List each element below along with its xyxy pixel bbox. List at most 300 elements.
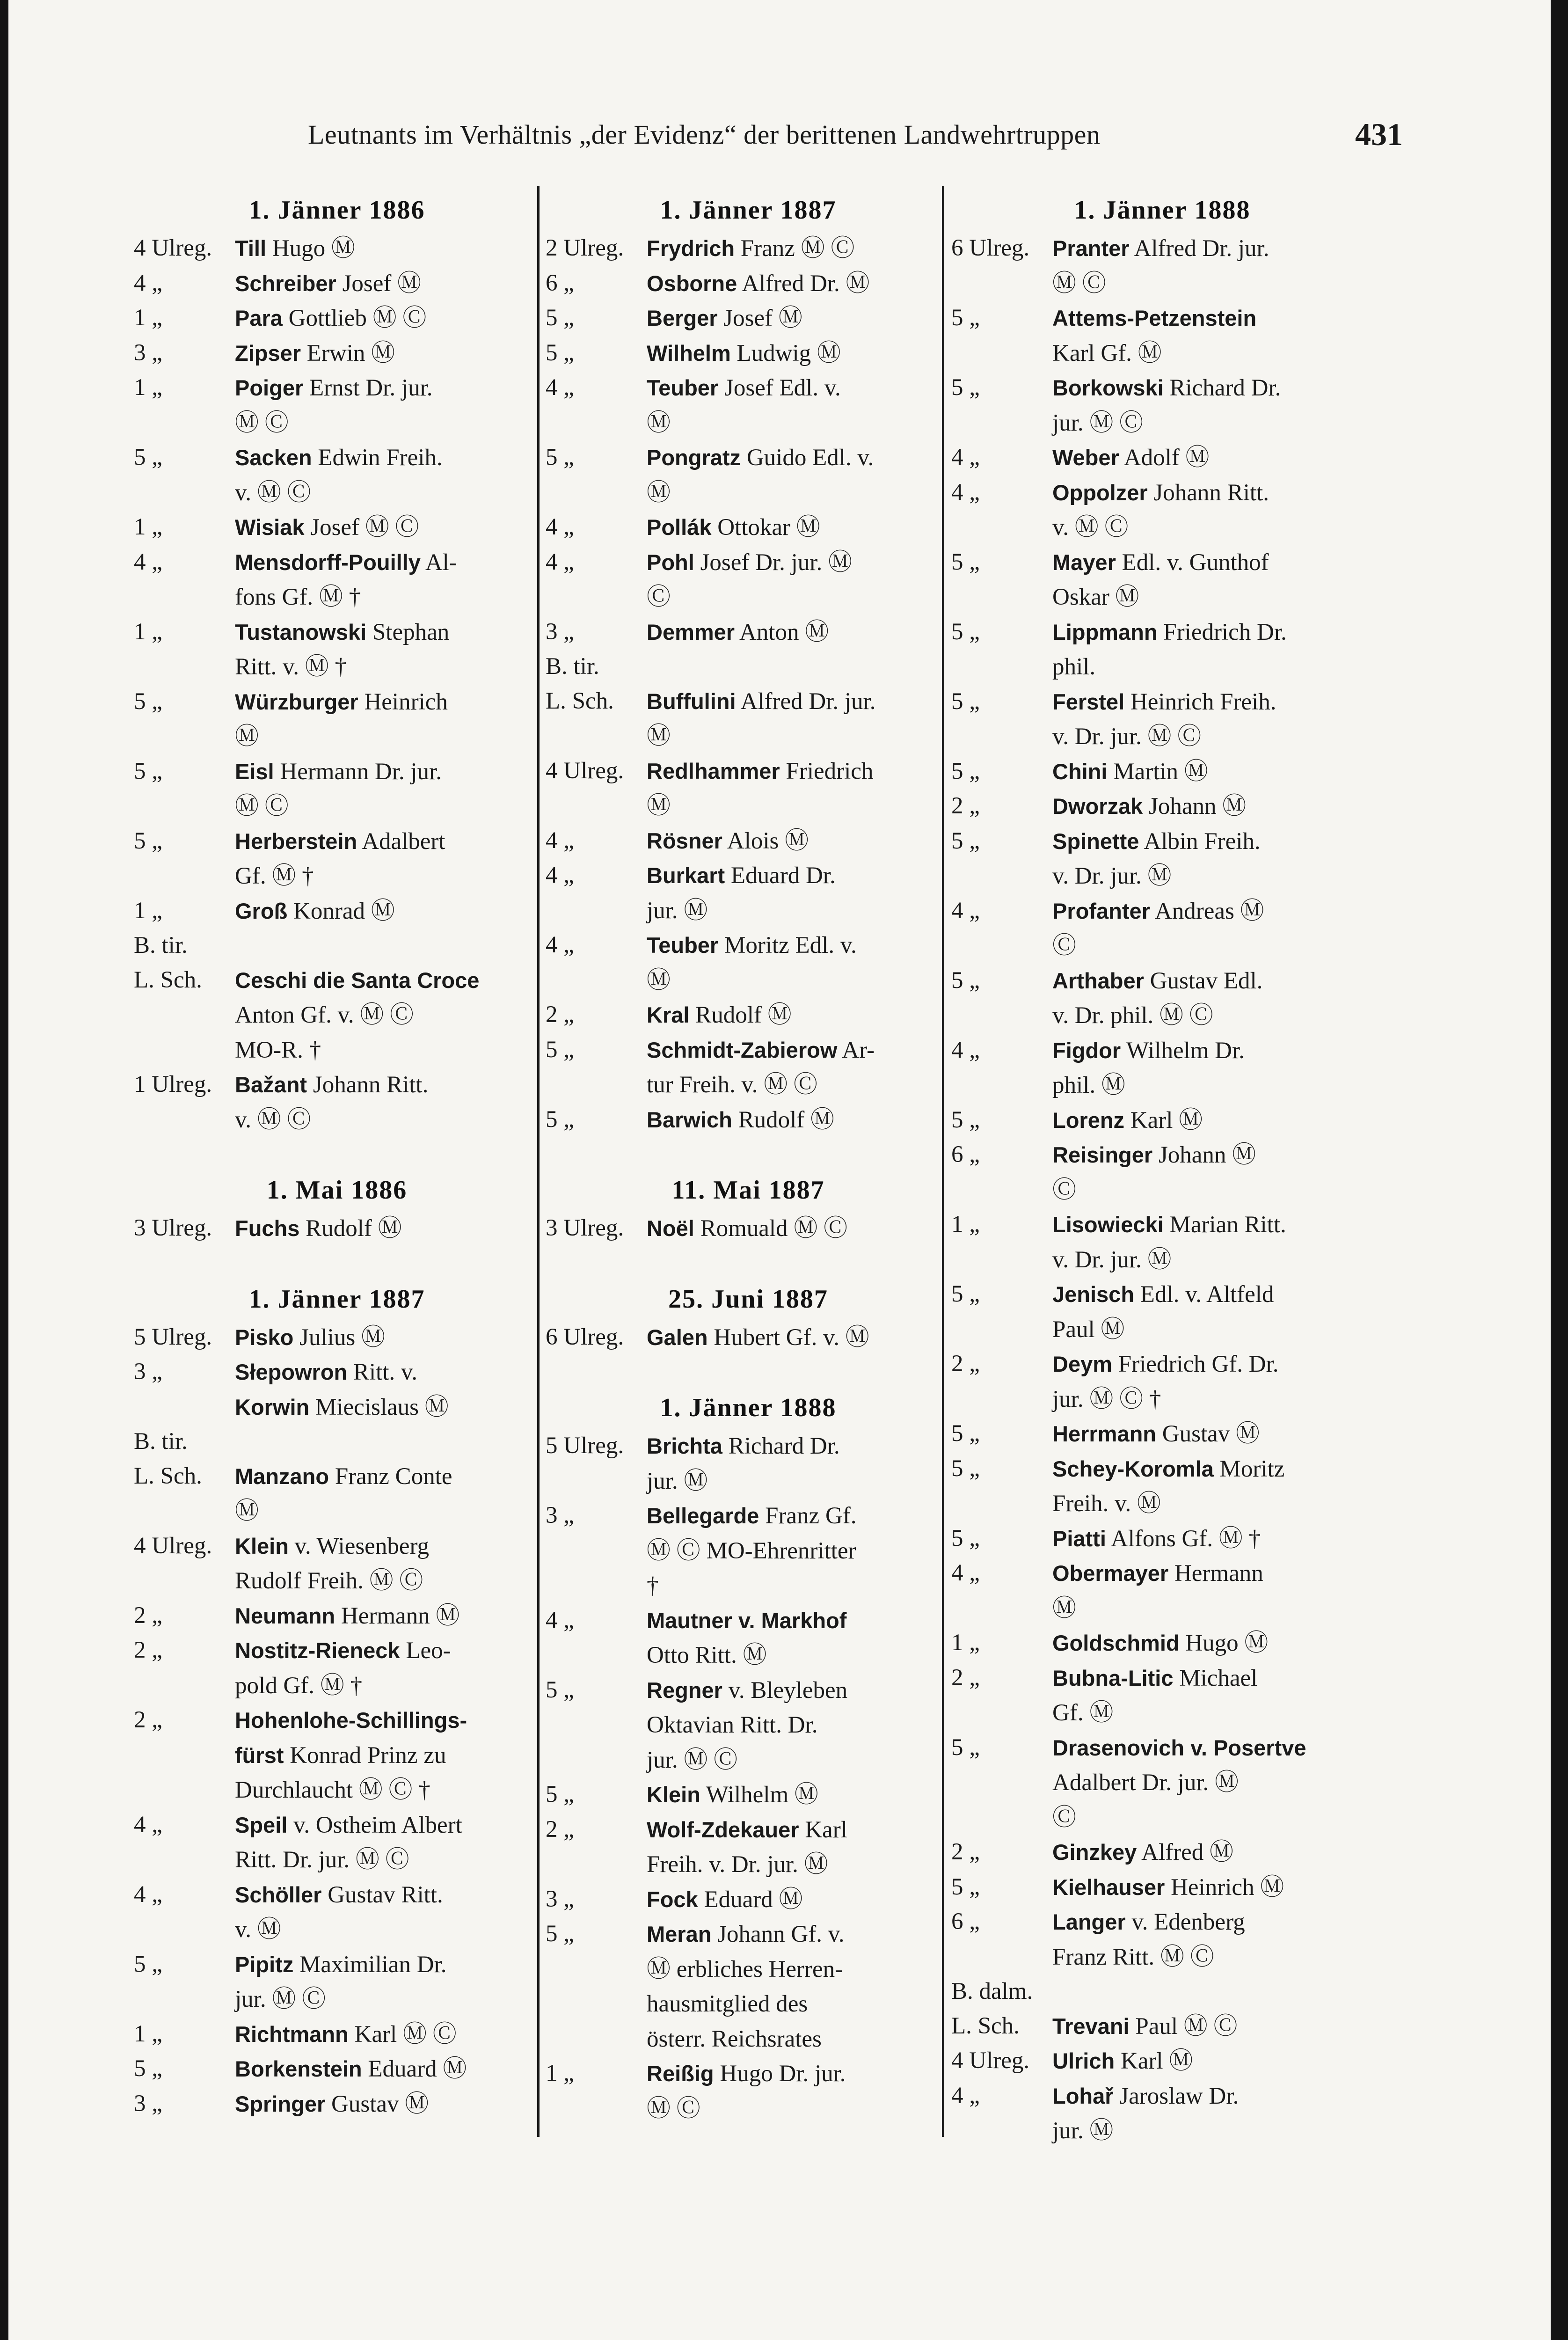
given-name-and-titles: Ⓜ Ⓒ: [1052, 270, 1106, 297]
entry-text: [647, 858, 937, 893]
regiment-rank: 5 „: [546, 1106, 574, 1133]
list-entry-line: [134, 1773, 526, 1808]
surname: Schöller: [235, 1882, 322, 1907]
given-name-and-titles: Alfred Dr. jur.: [736, 688, 876, 715]
regiment-rank: 1 „: [134, 618, 162, 645]
entry-text: [647, 719, 937, 754]
page-title: Leutnants im Verhältnis „der Evidenz“ der berittenen Landwehrtruppen: [308, 119, 1101, 150]
list-entry-line: [134, 1355, 526, 1390]
given-name-and-titles: Ottokar Ⓜ: [711, 514, 820, 541]
entry-text: [647, 580, 937, 615]
regiment-rank: [134, 1033, 235, 1068]
given-name-and-titles: Miecislaus Ⓜ: [309, 1394, 449, 1420]
list-entry-line: [951, 1696, 1359, 1731]
given-name-and-titles: Franz Conte: [329, 1463, 452, 1490]
entry-text: [1052, 1556, 1359, 1591]
surname: Fock: [647, 1887, 698, 1912]
surname: Borkowski: [1052, 375, 1164, 400]
entry-text: [235, 1738, 526, 1773]
given-name-and-titles: Ⓜ: [235, 1498, 259, 1524]
list-entry-line: [134, 545, 526, 580]
entry-text: [1052, 510, 1359, 545]
given-name-and-titles: Friedrich Dr.: [1157, 619, 1287, 645]
list-entry-line: [546, 858, 937, 893]
surname: Demmer: [647, 619, 735, 644]
given-name-and-titles: Johann Ritt.: [307, 1072, 429, 1098]
list-entry-line: [134, 1982, 526, 2017]
surname: fürst: [235, 1742, 284, 1768]
regiment-rank: 4 Ulreg.: [951, 2048, 1030, 2074]
regiment-rank: [951, 1765, 1052, 1800]
date-heading: 1. Jänner 1887: [248, 1284, 425, 1314]
given-name-and-titles: Paul Ⓜ: [1052, 1316, 1125, 1343]
regiment-rank: [951, 406, 1052, 441]
list-entry-line: [951, 301, 1359, 336]
entry-text: [647, 336, 937, 371]
list-entry-line: [546, 1638, 937, 1673]
entry-text: [647, 615, 937, 650]
list-entry-line: [134, 963, 526, 998]
entry-text: [235, 545, 526, 580]
given-name-and-titles: Ritt. v. Ⓜ †: [235, 654, 347, 680]
regiment-rank: 4 „: [134, 548, 162, 575]
regiment-rank: 5 „: [134, 2055, 162, 2082]
regiment-rank: 5 „: [134, 444, 162, 470]
entry-text: [1052, 719, 1359, 754]
regiment-rank: [134, 1982, 235, 2017]
list-entry-line: [546, 545, 937, 580]
regiment-rank: 2 „: [951, 1839, 980, 1865]
regiment-rank: [951, 580, 1052, 615]
entry-text: [647, 1777, 937, 1813]
entry-text: [1052, 1347, 1359, 1382]
list-entry-line: [546, 650, 937, 684]
surname: Neumann: [235, 1603, 335, 1628]
given-name-and-titles: Moritz: [1213, 1455, 1285, 1482]
given-name-and-titles: Adalbert: [357, 828, 445, 855]
regiment-rank: 4 „: [951, 897, 980, 924]
entry-text: [647, 1813, 937, 1848]
list-entry-line: [951, 615, 1359, 650]
regiment-rank: 5 „: [951, 967, 980, 994]
surname: Pisko: [235, 1324, 294, 1350]
regiment-rank: [546, 1987, 647, 2022]
entry-text: [647, 1429, 937, 1464]
list-entry-line: [546, 1568, 937, 1603]
given-name-and-titles: Josef Ⓜ: [336, 270, 422, 297]
regiment-rank: 6 Ulreg.: [951, 235, 1030, 261]
entry-text: [647, 789, 937, 824]
given-name-and-titles: Rudolf Ⓜ: [732, 1106, 835, 1133]
surname: Redlhammer: [647, 758, 780, 783]
regiment-rank: [951, 1696, 1052, 1731]
list-entry-line: [546, 824, 937, 859]
list-entry-line: [134, 789, 526, 824]
surname: Borkenstein: [235, 2056, 362, 2081]
regiment-rank: 4 „: [546, 827, 574, 854]
column-3: [951, 193, 1359, 2149]
entry-text: [647, 2056, 937, 2091]
entry-text: [647, 998, 937, 1033]
given-name-and-titles: v. Ⓜ: [235, 1916, 281, 1943]
entry-text: [647, 1847, 937, 1882]
regiment-rank: 5 „: [951, 1106, 980, 1133]
date-heading: 1. Jänner 1888: [1074, 196, 1251, 225]
regiment-rank: [546, 1847, 647, 1882]
list-entry-line: [134, 231, 526, 266]
regiment-rank: 4 „: [546, 514, 574, 540]
surname: Spinette: [1052, 828, 1139, 854]
given-name-and-titles: Otto Ritt. Ⓜ: [647, 1642, 767, 1668]
list-entry-line: [951, 440, 1359, 475]
surname: Słepowron: [235, 1360, 348, 1384]
regiment-rank: 2 „: [951, 1351, 980, 1377]
given-name-and-titles: Guido Edl. v.: [741, 445, 874, 471]
entry-text: [1052, 2009, 1359, 2044]
regiment-rank: [951, 929, 1052, 964]
given-name-and-titles: †: [647, 1572, 659, 1599]
regiment-rank: B. tir.: [546, 653, 599, 680]
entry-text: [1052, 894, 1359, 929]
regiment-rank: [546, 580, 647, 615]
given-name-and-titles: Gf. Ⓜ: [1052, 1700, 1114, 1726]
regiment-rank: 3 Ulreg.: [546, 1215, 624, 1241]
entry-text: [1052, 2079, 1359, 2114]
entry-text: [235, 1947, 526, 1982]
surname: Tustanowski: [235, 619, 367, 644]
given-name-and-titles: Durchlaucht Ⓜ Ⓒ †: [235, 1777, 430, 1803]
regiment-rank: 4 „: [951, 479, 980, 505]
entry-text: [235, 1564, 526, 1599]
given-name-and-titles: Heinrich Freih.: [1124, 688, 1276, 715]
surname: Bellegarde: [647, 1503, 759, 1528]
given-name-and-titles: Karl Gf. Ⓜ: [1052, 340, 1162, 366]
entry-text: [647, 2022, 937, 2057]
regiment-rank: 2 „: [951, 1664, 980, 1691]
regiment-rank: 5 „: [134, 1951, 162, 1977]
surname: Jenisch: [1052, 1282, 1135, 1307]
surname: Lippmann: [1052, 619, 1158, 644]
given-name-and-titles: Alois Ⓜ: [722, 827, 809, 854]
list-entry-line: [951, 1940, 1359, 1975]
entry-text: [647, 1987, 937, 2022]
regiment-rank: 1 „: [134, 514, 162, 540]
list-entry-line: [951, 231, 1359, 266]
list-entry-line: [134, 2087, 526, 2122]
regiment-rank: [546, 1708, 647, 1743]
given-name-and-titles: Ⓜ Ⓒ MO-Ehrenritter: [647, 1537, 856, 1564]
given-name-and-titles: Ⓒ: [647, 584, 671, 610]
list-entry-line: [546, 1813, 937, 1848]
list-entry-line: [134, 929, 526, 963]
regiment-rank: 2 „: [134, 1707, 162, 1733]
regiment-rank: 2 „: [546, 1002, 574, 1028]
entry-text: [1052, 475, 1359, 511]
regiment-rank: [546, 963, 647, 998]
surname: Richtmann: [235, 2021, 349, 2047]
surname: Wolf-Zdekauer: [647, 1817, 799, 1842]
list-entry-line: [546, 301, 937, 336]
entry-text: [647, 1673, 937, 1708]
given-name-and-titles: Edwin Freih.: [312, 445, 443, 471]
regiment-rank: [134, 1668, 235, 1704]
regiment-rank: 2 „: [134, 1637, 162, 1663]
given-name-and-titles: Eduard Dr.: [725, 863, 836, 889]
given-name-and-titles: Josef Ⓜ: [717, 305, 802, 331]
surname: Trevani: [1052, 2013, 1130, 2039]
regiment-rank: [951, 1382, 1052, 1417]
entry-text: [647, 406, 937, 441]
surname: Mayer: [1052, 549, 1116, 575]
list-entry-line: [134, 301, 526, 336]
surname: Berger: [647, 306, 718, 330]
list-entry-line: [134, 894, 526, 929]
entry-text: [647, 1320, 937, 1355]
list-entry-line: [951, 1312, 1359, 1347]
entry-text: [1052, 998, 1359, 1033]
entry-text: [235, 754, 526, 790]
regiment-rank: [134, 719, 235, 754]
regiment-rank: [546, 719, 647, 754]
list-entry-line: [546, 336, 937, 371]
list-entry-line: [134, 685, 526, 720]
regiment-rank: [546, 2091, 647, 2127]
regiment-rank: [546, 1464, 647, 1499]
surname: Hohenlohe-Schillings-: [235, 1708, 467, 1733]
entry-text: [235, 1773, 526, 1808]
regiment-rank: B. tir.: [134, 1428, 188, 1455]
given-name-and-titles: Martin Ⓜ: [1107, 758, 1208, 785]
given-name-and-titles: Gustav Ⓜ: [325, 2091, 429, 2117]
regiment-rank: 5 „: [134, 688, 162, 715]
given-name-and-titles: jur. Ⓜ: [647, 897, 708, 924]
given-name-and-titles: Anton Gf. v. Ⓜ Ⓒ: [235, 1002, 414, 1028]
list-entry-line: [134, 719, 526, 754]
regiment-rank: [951, 2113, 1052, 2149]
list-entry-line: [951, 1661, 1359, 1696]
regiment-rank: [546, 893, 647, 929]
regiment-rank: 3 „: [546, 1502, 574, 1528]
list-entry-line: [546, 615, 937, 650]
given-name-and-titles: Erwin Ⓜ: [301, 340, 395, 366]
entry-text: [647, 824, 937, 859]
surname: Buffulini: [647, 688, 736, 714]
surname: Schreiber: [235, 271, 336, 296]
regiment-rank: 5 „: [546, 305, 574, 331]
running-header: [135, 116, 1403, 163]
list-entry-line: [951, 1207, 1359, 1243]
given-name-and-titles: Karl Ⓜ: [1115, 2048, 1193, 2074]
entry-text: [235, 963, 526, 998]
entry-text: [647, 510, 937, 545]
given-name-and-titles: Rudolf Ⓜ: [689, 1002, 792, 1028]
entry-text: [1052, 2044, 1359, 2079]
surname: Pranter: [1052, 236, 1130, 261]
entry-text: [235, 580, 526, 615]
surname: Noël: [647, 1216, 694, 1241]
given-name-and-titles: v. Dr. jur. Ⓜ: [1052, 1246, 1172, 1273]
surname: Pongratz: [647, 445, 741, 470]
list-entry-line: [546, 1464, 937, 1499]
entry-text: [235, 406, 526, 441]
regiment-rank: [134, 789, 235, 824]
list-entry-line: [546, 789, 937, 824]
regiment-rank: L. Sch.: [134, 966, 202, 993]
given-name-and-titles: Stephan: [366, 619, 450, 645]
entry-text: [1052, 1138, 1359, 1173]
list-entry-line: [546, 1211, 937, 1246]
given-name-and-titles: Alfred Ⓜ: [1137, 1839, 1234, 1865]
given-name-and-titles: Gustav Ritt.: [321, 1881, 443, 1908]
list-entry-line: [951, 1173, 1359, 1208]
given-name-and-titles: jur. Ⓜ Ⓒ †: [1052, 1386, 1161, 1412]
list-entry-line: [134, 580, 526, 615]
regiment-rank: [951, 1312, 1052, 1347]
entry-text: [235, 301, 526, 336]
given-name-and-titles: Franz Ritt. Ⓜ Ⓒ: [1052, 1944, 1214, 1970]
surname: Ginzkey: [1052, 1840, 1137, 1865]
given-name-and-titles: Rudolf Freih. Ⓜ Ⓒ: [235, 1568, 423, 1594]
regiment-rank: 1 „: [546, 2060, 574, 2086]
regiment-rank: [951, 1591, 1052, 1626]
entry-text: [1052, 685, 1359, 720]
given-name-and-titles: Konrad Ⓜ: [287, 898, 395, 924]
surname: Speil: [235, 1812, 288, 1837]
surname: Reisinger: [1052, 1142, 1153, 1167]
given-name-and-titles: Ⓜ: [235, 724, 259, 750]
list-entry-line: [134, 1390, 526, 1425]
given-name-and-titles: Hugo Dr. jur.: [714, 2061, 846, 2087]
entry-text: [235, 894, 526, 929]
list-entry-line: [134, 1633, 526, 1668]
entry-text: [1052, 1207, 1359, 1243]
date-heading: 1. Jänner 1886: [248, 196, 425, 225]
given-name-and-titles: Johann Ritt.: [1147, 479, 1269, 506]
regiment-rank: L. Sch.: [134, 1462, 202, 1489]
given-name-and-titles: Eduard Ⓜ: [698, 1886, 803, 1913]
entry-text: [647, 1068, 937, 1103]
regiment-rank: 5 „: [951, 618, 980, 645]
surname: Para: [235, 306, 283, 330]
list-entry-line: [951, 2113, 1359, 2149]
regiment-rank: 2 „: [134, 1602, 162, 1629]
entry-text: [647, 684, 937, 719]
list-entry-line: [951, 1382, 1359, 1417]
list-entry-line: [546, 1987, 937, 2022]
list-entry-line: [546, 440, 937, 475]
list-entry-line: [951, 2009, 1359, 2044]
surname: Pohl: [647, 549, 694, 575]
entry-text: [235, 1425, 526, 1459]
list-entry-line: [546, 406, 937, 441]
surname: Figdor: [1052, 1038, 1121, 1063]
list-entry-line: [951, 545, 1359, 580]
given-name-and-titles: österr. Reichsrates: [647, 2026, 822, 2052]
list-entry-line: [134, 336, 526, 371]
given-name-and-titles: v. Ostheim Albert: [287, 1812, 462, 1838]
regiment-rank: [546, 1638, 647, 1673]
entry-text: [1052, 1940, 1359, 1975]
surname: Langer: [1052, 1909, 1126, 1934]
surname: Meran: [647, 1922, 712, 1946]
entry-text: [1052, 440, 1359, 475]
list-entry-line: [546, 754, 937, 789]
regiment-rank: [951, 1940, 1052, 1975]
list-entry-line: [134, 475, 526, 511]
list-entry-line: [951, 789, 1359, 824]
list-entry-line: [951, 1626, 1359, 1661]
given-name-and-titles: Gustav Edl.: [1144, 967, 1263, 994]
list-entry-line: [134, 440, 526, 475]
column-1: [134, 193, 526, 2121]
given-name-and-titles: Heinrich: [358, 688, 448, 715]
given-name-and-titles: Marian Ritt.: [1163, 1212, 1286, 1238]
entry-text: [1052, 615, 1359, 650]
given-name-and-titles: phil.: [1052, 654, 1096, 680]
surname: Reißig: [647, 2061, 714, 2086]
entry-text: [1052, 301, 1359, 336]
list-entry-line: [134, 1808, 526, 1843]
list-entry-line: [951, 371, 1359, 406]
entry-text: [1052, 1521, 1359, 1557]
list-entry-line: [546, 719, 937, 754]
given-name-and-titles: v. Dr. phil. Ⓜ Ⓒ: [1052, 1002, 1213, 1029]
regiment-rank: [134, 650, 235, 685]
list-entry-line: [134, 1068, 526, 1103]
given-name-and-titles: Julius Ⓜ: [293, 1324, 385, 1351]
regiment-rank: 3 Ulreg.: [134, 1215, 212, 1241]
regiment-rank: 1 „: [134, 897, 162, 924]
regiment-rank: 4 „: [951, 444, 980, 470]
list-entry-line: [134, 1843, 526, 1878]
surname: Dworzak: [1052, 794, 1143, 819]
given-name-and-titles: Edl. v. Altfeld: [1134, 1281, 1274, 1308]
entry-text: [1052, 650, 1359, 685]
surname: Herrmann: [1052, 1421, 1157, 1446]
entry-text: [235, 1529, 526, 1564]
list-entry-line: [951, 964, 1359, 999]
regiment-rank: [134, 859, 235, 894]
entry-text: [1052, 929, 1359, 964]
regiment-rank: 5 „: [951, 1873, 980, 1900]
list-entry-line: [951, 1521, 1359, 1557]
surname: Mautner v. Markhof: [647, 1608, 847, 1633]
given-name-and-titles: Friedrich: [780, 758, 874, 784]
regiment-rank: 5 „: [951, 1420, 980, 1447]
entry-text: [647, 893, 937, 929]
entry-text: [647, 1952, 937, 1987]
entry-text: [1052, 1696, 1359, 1731]
regiment-rank: 4 „: [134, 1811, 162, 1838]
regiment-rank: [546, 1568, 647, 1603]
regiment-rank: 1 „: [951, 1630, 980, 1656]
list-entry-line: [134, 1668, 526, 1704]
entry-text: [235, 1878, 526, 1913]
list-entry-line: [546, 1103, 937, 1138]
entry-text: [1052, 1173, 1359, 1208]
given-name-and-titles: Moritz Edl. v.: [718, 932, 857, 958]
given-name-and-titles: Andreas Ⓜ: [1150, 898, 1264, 924]
list-entry-line: [546, 266, 937, 301]
entry-text: [647, 545, 937, 580]
entry-text: [647, 1211, 937, 1246]
list-entry-line: [951, 859, 1359, 894]
entry-text: [647, 650, 937, 684]
list-entry-line: [951, 1974, 1359, 2009]
list-entry-line: [134, 824, 526, 859]
surname: Ceschi die Santa Croce: [235, 967, 480, 993]
surname: Groß: [235, 898, 288, 923]
